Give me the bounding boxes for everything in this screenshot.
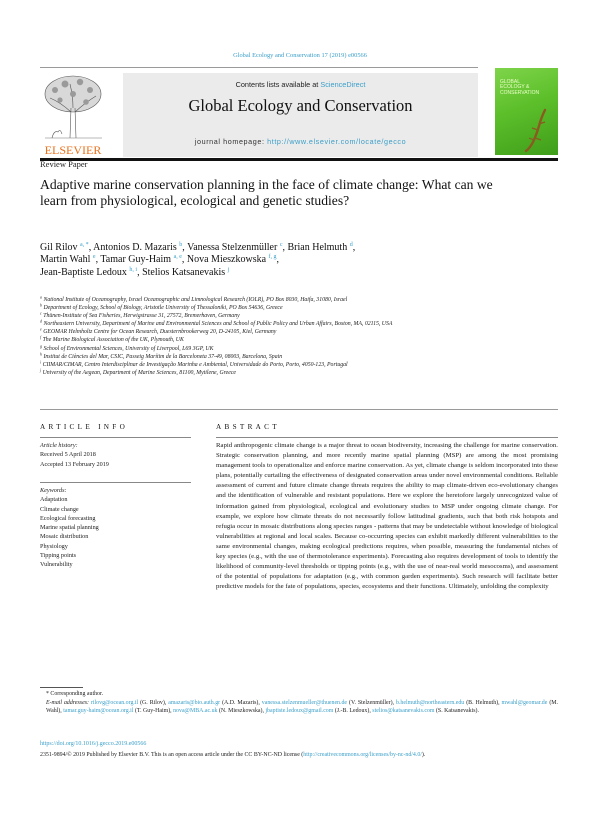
affiliation: $^a$ National Institute of Oceanography, Israel Oceanographic and Limnological Research (IOLR), PO Box 8030, Haifa, 31080, Israel <box>40 294 348 303</box>
license-statement: 2351-9894/© 2019 Published by Elsevier B.V. This is an open access article under the CC BY-NC-ND license (http://creativecommons.org/licenses/by-nc-nd/4.0/). <box>40 752 426 758</box>
email-link[interactable]: mwahl@geomar.de <box>501 699 548 706</box>
email-link[interactable]: vanessa.stelzenmueller@thuenen.de <box>261 699 348 706</box>
email-link[interactable]: tamar.guy-haim@ocean.org.il <box>63 708 134 715</box>
doi-link[interactable]: https://doi.org/10.1016/j.gecco.2019.e00566 <box>40 741 147 747</box>
elsevier-logo[interactable] <box>40 72 106 158</box>
affiliation: $^i$ CIIMAR/CIMAR, Centro Interdisciplinar de Investigação Marinha e Ambiental, Universidade do Porto, Porto, 4050-123, Portugal <box>40 359 348 368</box>
email-link[interactable]: nova@MBA.ac.uk <box>173 708 218 715</box>
contents-prefix: Contents lists available at <box>235 80 321 89</box>
keywords-label: Keywords: <box>40 487 67 494</box>
journal-homepage-line <box>123 137 478 146</box>
journal-title: Global Ecology and Conservation <box>188 96 413 115</box>
homepage-link[interactable]: http://www.elsevier.com/locate/gecco <box>267 137 407 146</box>
article-type: Review Paper <box>40 159 88 169</box>
article-history <box>40 441 200 469</box>
keyword: Vulnerability <box>40 561 73 569</box>
keyword: Tipping points <box>40 552 77 560</box>
affiliation: $^f$ The Marine Biological Association of the UK, Plymouth, UK <box>40 334 184 344</box>
info-divider <box>40 437 191 438</box>
email-link[interactable]: b.helmuth@northeastern.edu <box>396 699 465 706</box>
paper-title: Adaptive marine conservation planning in the face of climate change: What can we learn from physiological, ecological and genetic studies? <box>40 177 493 208</box>
author[interactable]: Vanessa Stelzenmüller $^c$ <box>187 242 283 253</box>
received-date: Received 5 April 2018 <box>40 451 96 459</box>
section-divider <box>40 409 558 410</box>
contents-line <box>123 80 478 89</box>
abstract-divider <box>216 437 558 438</box>
article-info-heading: ARTICLE INFO <box>40 423 129 431</box>
keyword: Mosaic distribution <box>40 533 89 541</box>
keyword: Ecological forecasting <box>40 514 96 522</box>
author[interactable]: Martin Wahl $^e$ <box>40 254 96 266</box>
history-label: Article history: <box>40 442 78 449</box>
masthead-bottom-rule <box>40 158 558 161</box>
author[interactable]: Tamar Guy-Haim $^{a, e}$ <box>100 254 182 266</box>
author[interactable]: Brian Helmuth $^d$ <box>287 242 353 253</box>
author[interactable]: Antonios D. Mazaris $^b$ <box>93 242 183 253</box>
keyword: Marine spatial planning <box>40 524 99 532</box>
accepted-date: Accepted 13 February 2019 <box>40 460 109 468</box>
journal-reference[interactable]: Global Ecology and Conservation 17 (2019) e00566 <box>233 52 367 59</box>
affiliation: $^d$ Northeastern University, Department of Marine and Environmental Sciences and School of Public Policy and Urban Affairs, Boston, MA, 02115, USA <box>40 318 393 328</box>
footnotes <box>40 690 558 716</box>
affiliation: $^e$ GEOMAR Helmholtz Centre for Ocean Research, Duesternbrookerweg 20, D-24105, Kiel, Germany <box>40 326 277 336</box>
abstract-body: Rapid anthropogenic climate change is a major threat to ocean biodiversity, increasing the challenge for marine conservation. Strategic conservation planning, and more recently marine spatial planning (MSP) are among the most promising management tools to operationalize and enforce marine conservation. As yet, climate change is seldom incorporated into these plans, potentially curtailing the effectiveness of designated conservation areas under novel environmental conditions. Reliable assessment of current and future climate change threats requires the ability to map climate-driven eco-evolutionary changes and the identification of vulnerable and resistant populations. Here we explore the heretofore largely unrecognized value of information gained from physiological, ecological and evolutionary studies to MSP under ongoing climate change. For example, we explore how climate threats do not necessarily follow latitudinal gradients, such that both risk hotspots and refugia occur in mosaic distributions along species ranges - patterns that may be undetectable without knowledge of biological vulnerabilities at regional and local scales. Because co-occurring species can exhibit markedly different vulnerabilities to the same environmental changes, making ecological predictions requires, when possible, measuring the fundamental niches of key species (e.g., with the use of thermotolerance experiments). Forecasting also requires development of tools to identify the likelihood of community-level thresholds or tipping points (e.g., with the use of near-real world mesocosms), and assessment of the potential of populations for adaptation (e.g., with common garden experiments). Such research will facilitate better predictive models for the fate of populations, species, ecosystems and their functions. Ultimately, unfolding the complexity <box>216 442 558 591</box>
email-link[interactable]: stelios@katsanevakis.com <box>372 708 435 715</box>
corresponding-author-note: * Corresponding author. <box>46 691 104 697</box>
cover-title: GLOBAL ECOLOGY & CONSERVATION <box>500 79 540 96</box>
abstract-heading: ABSTRACT <box>216 423 280 431</box>
elsevier-tree-icon <box>40 72 106 158</box>
author[interactable]: Jean-Baptiste Ledoux $^{h, i}$ <box>40 266 138 278</box>
affiliation: $^h$ Institut de Ciències del Mar, CSIC, Passeig Marítim de la Barceloneta 37-49, 08003, Barcelona, Spain <box>40 351 283 360</box>
license-link[interactable]: http://creativecommons.org/licenses/by-nc-nd/4.0/ <box>303 752 422 758</box>
affiliation: $^g$ School of Environmental Sciences, University of Liverpool, L69 3GP, UK <box>40 343 214 352</box>
email-link[interactable]: rilovg@ocean.org.il <box>90 699 139 706</box>
keyword: Physiology <box>40 542 68 550</box>
header-divider <box>40 67 478 68</box>
lizard-icon <box>523 108 553 153</box>
affiliation: $^b$ Department of Ecology, School of Biology, Aristotle University of Thessaloniki, PO Box 54636, Greece <box>40 302 283 312</box>
affiliation-list <box>40 296 560 377</box>
homepage-prefix: journal homepage: <box>194 137 268 146</box>
email-link[interactable]: jbaptiste.ledoux@gmail.com <box>265 708 334 715</box>
author-list: Gil Rilov $^{a, *}$, Antonios D. Mazaris $^b$, Vanessa Stelzenmüller $^c$, Brian Helmuth $^d$, Martin Wahl $^e$, Tamar Guy-Haim $^{a, e}$, Nova Mieszkowska $^{f, g}$, Jean-Baptiste Ledoux $^{h, i}$, Stelios Katsanevakis $^j$ <box>40 242 356 278</box>
author[interactable]: Gil Rilov $^{a, *}$ <box>40 242 89 253</box>
keywords-divider <box>40 482 191 483</box>
footnote-divider <box>40 687 83 688</box>
affiliation: $^j$ University of the Aegean, Department of Marine Sciences, 81100, Mytilene, Greece <box>40 367 236 376</box>
sciencedirect-link[interactable]: ScienceDirect <box>320 80 366 89</box>
author[interactable]: Nova Mieszkowska $^{f, g}$ <box>186 254 277 266</box>
keyword: Adaptation <box>40 496 68 504</box>
email-addresses: E-mail addresses: rilovg@ocean.org.il (G. Rilov), amazaris@bio.auth.gr (A.D. Mazaris), vanessa.stelzenmueller@thuenen.de (V. Stelzenmüller), b.helmuth@northeastern.edu (B. Helmuth), mwahl@geomar.de (M. Wahl), tamar.guy-haim@ocean.org.il (T. Guy-Haim), nova@MBA.ac.uk (N. Mieszkowska), jbaptiste.ledoux@gmail.com (J.-B. Ledoux), stelios@katsanevakis.com (S. Katsanevakis). <box>46 699 558 715</box>
journal-cover[interactable] <box>495 68 558 155</box>
author[interactable]: Stelios Katsanevakis $^j$ <box>142 266 230 278</box>
elsevier-wordmark: ELSEVIER <box>44 143 102 157</box>
journal-masthead <box>123 73 478 157</box>
keywords <box>40 486 200 570</box>
email-link[interactable]: amazaris@bio.auth.gr <box>168 699 221 706</box>
affiliation: $^c$ Thünen-Institute of Sea Fisheries, Herwigstrasse 31, 27572, Bremerhaven, Germany <box>40 310 240 320</box>
keyword: Climate change <box>40 505 79 513</box>
